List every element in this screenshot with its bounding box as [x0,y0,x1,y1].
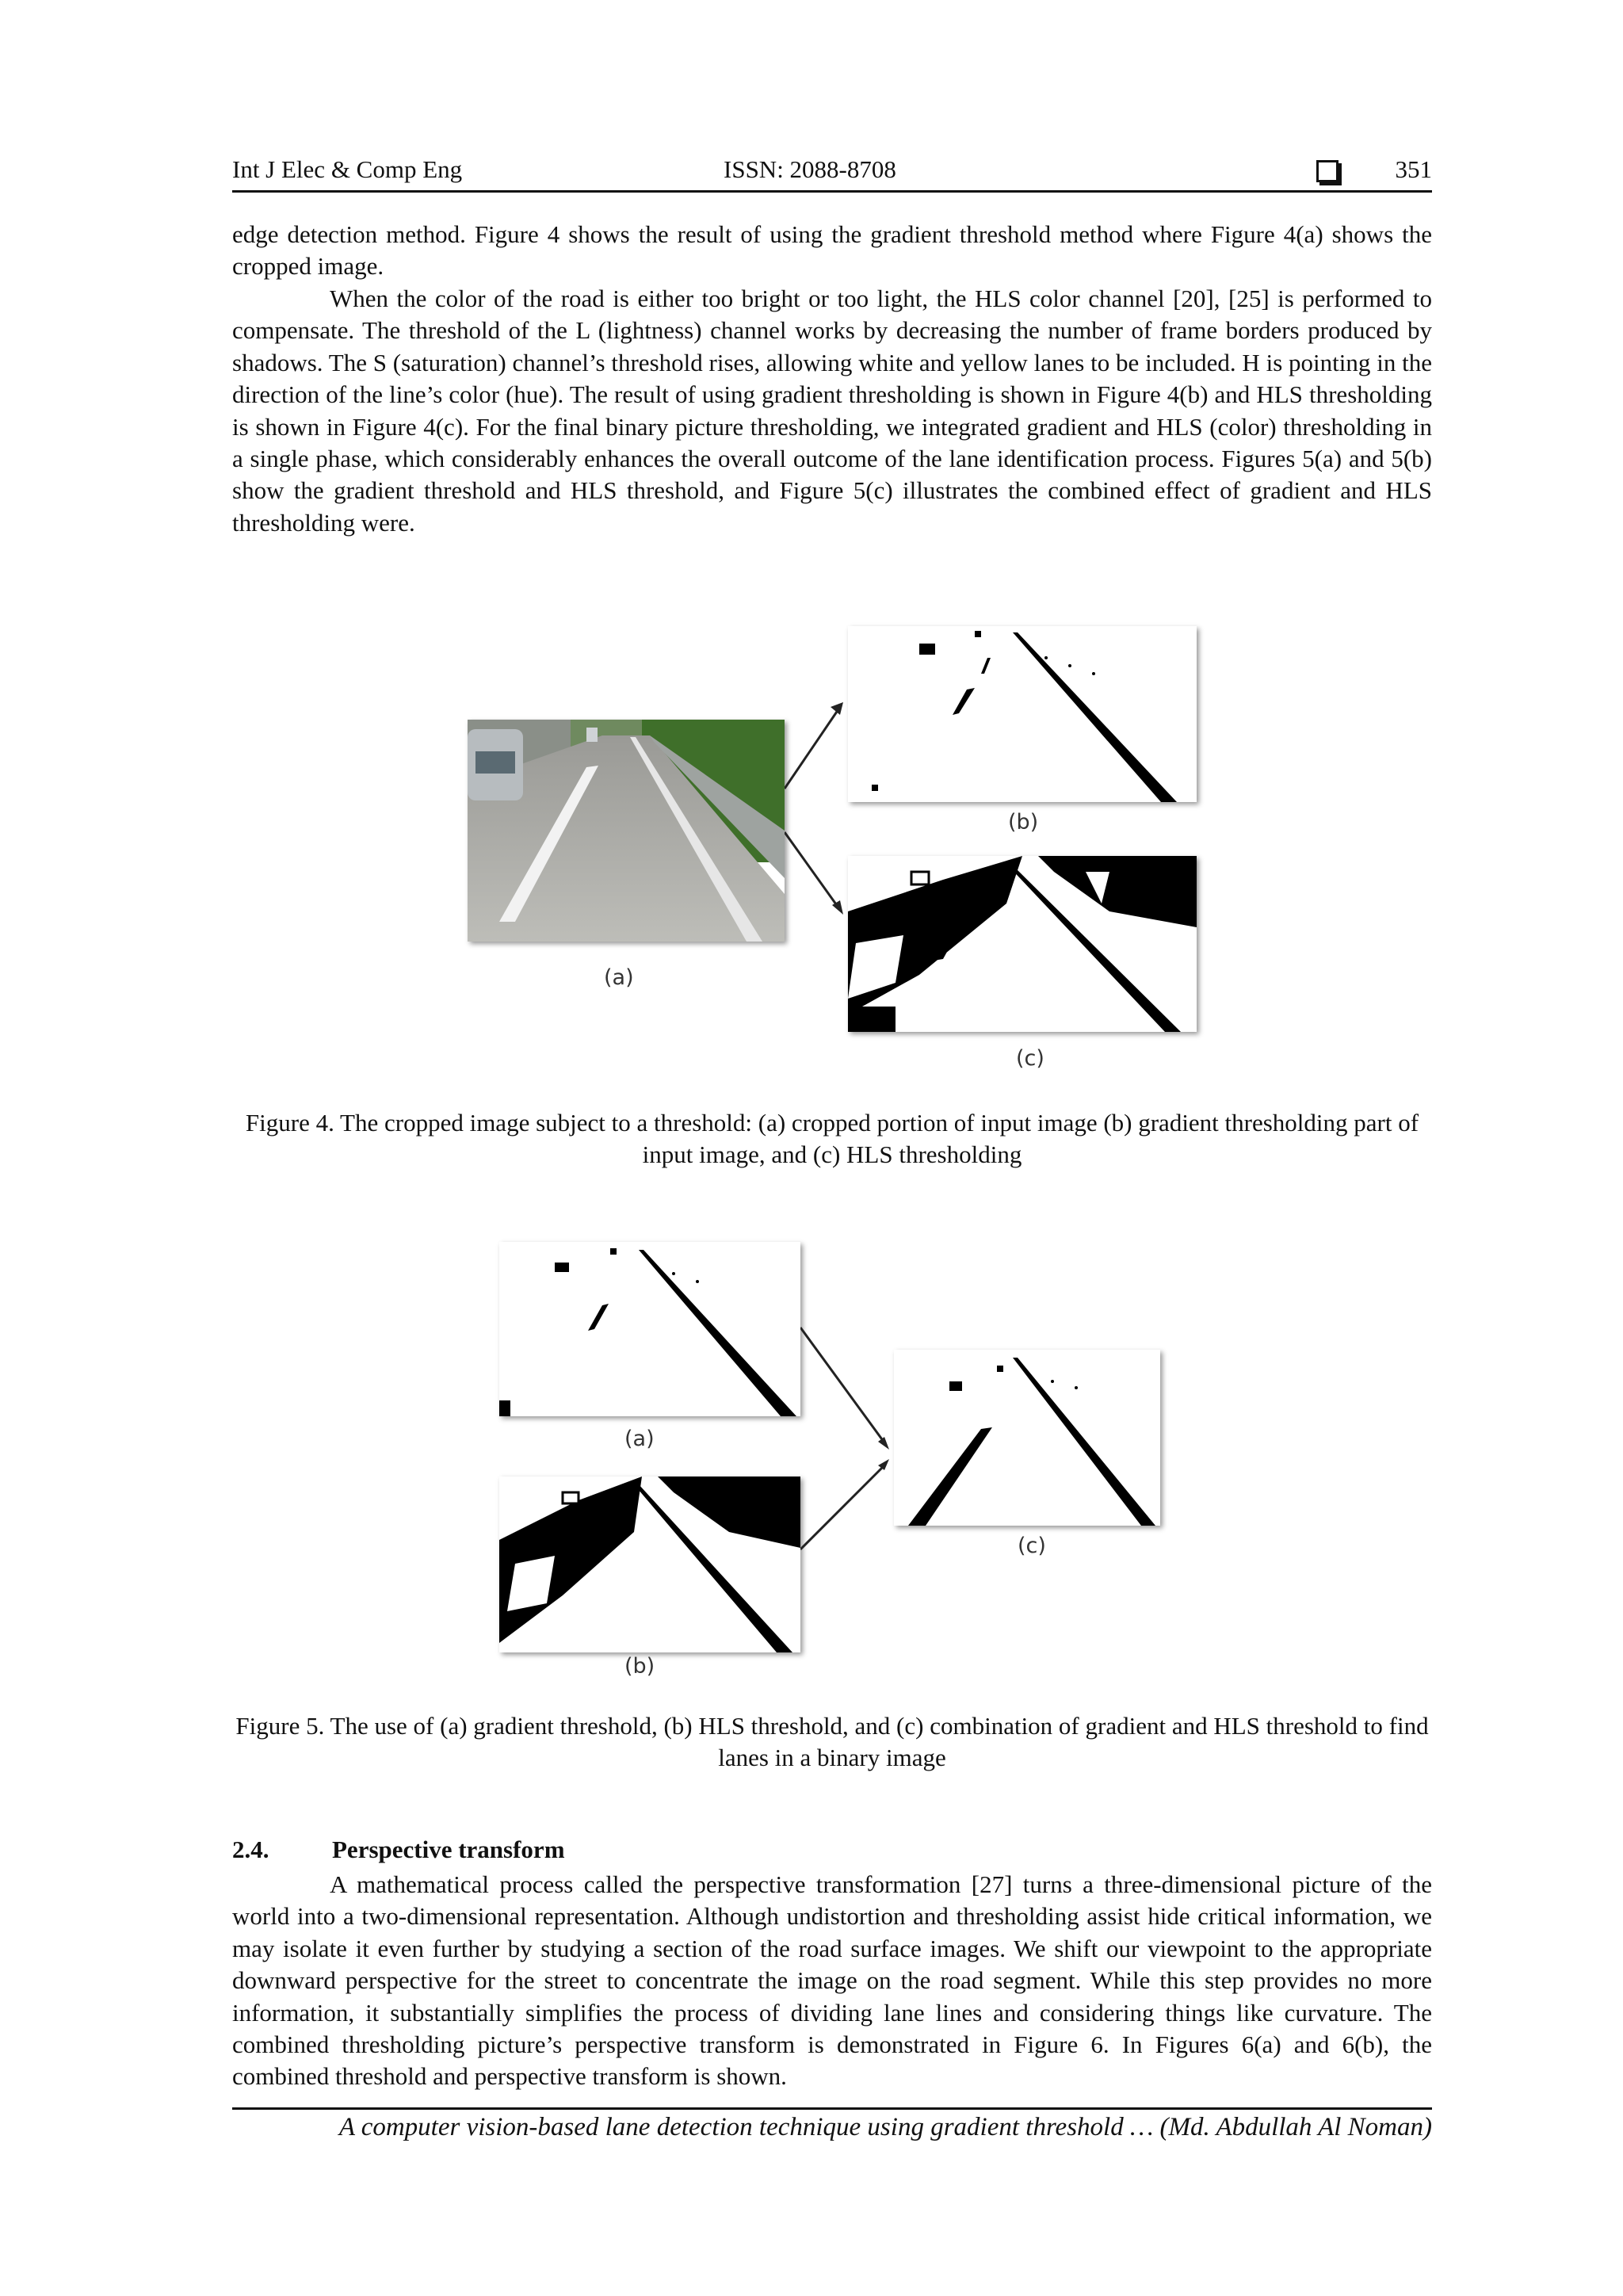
figure-4b-label: (b) [1008,810,1039,835]
journal-name: Int J Elec & Comp Eng [232,155,463,183]
figure-5c-combined-image [894,1350,1160,1526]
running-header [232,155,1432,193]
figure-5-caption: Figure 5. The use of (a) gradient threshold, (b) HLS threshold, and (c) combination of gradient and HLS threshold to find lanes in a binary image [235,1712,1429,1771]
running-footer: A computer vision-based lane detection technique using gradient threshold … (Md. Abdullah Al Noman) [232,2107,1432,2142]
figure-5 [491,1232,1173,1684]
section-paragraph: A mathematical process called the perspective transformation [27] turns a three-dimensional picture of the world into a two-dimensional representation. Although undistortion and thresholding assist hide critical information, we may isolate it even further by studying a section of the road surface images. We shift our viewpoint to the appropriate downward perspective for the street to concentrate the image on the road segment. While this step provides no more information, it substantially simplifies the process of dividing lane lines and considering things like curvature. The combined thresholding picture’s perspective transform is demonstrated in Figure 6. In Figures 6(a) and 6(b), the combined threshold and perspective transform is shown. [232,1870,1432,2091]
figure-5b-hls-image [499,1477,800,1652]
figure-5c-label: (c) [1018,1534,1046,1558]
section-title: Perspective transform [332,1836,565,1863]
section-number: 2.4. [232,1836,269,1863]
figure-4-arrows [785,697,848,999]
figure-4c-hls-image [848,856,1197,1032]
figure-4a-label: (a) [604,965,634,990]
figure-5a-gradient-image [499,1242,800,1416]
figure-4a-road-photo [468,720,785,942]
figure-5-arrows [800,1312,896,1581]
figure-5a-label: (a) [624,1427,655,1451]
issn: ISSN: 2088-8708 [724,155,896,183]
paragraph-2: When the color of the road is either too bright or too light, the HLS color channel [20], [25] is performed to compensate. The threshold of the L (lightness) channel works by decreasing the number of frame borders produced by shadows. The S (saturation) channel’s threshold rises, allowing white and yellow lanes to be included. H is pointing in the direction of the line’s color (hue). The result of using gradient thresholding is shown in Figure 4(b) and HLS thresholding is shown in Figure 4(c). For the final binary picture thresholding, we integrated gradient and HLS (color) thresholding in a single phase, which considerably enhances the overall outcome of the lane identification process. Figures 5(a) and 5(b) show the gradient threshold and HLS threshold, and Figure 5(c) illustrates the combined effect of gradient and HLS thresholding were. [232,285,1432,537]
paragraph-1: edge detection method. Figure 4 shows the result of using the gradient threshold method where Figure 4(a) shows the cropped image. [232,220,1432,281]
checkbox-icon [1316,160,1338,182]
section-heading [232,1836,565,1864]
page-number: 351 [1395,155,1432,183]
figure-5b-label: (b) [624,1654,655,1679]
figure-4b-gradient-image [848,626,1197,802]
figure-4c-label: (c) [1016,1046,1044,1071]
figure-4 [460,618,1205,1078]
figure-4-caption: Figure 4. The cropped image subject to a threshold: (a) cropped portion of input image (b) gradient thresholding part of input image, and (c) HLS thresholding [245,1109,1419,1168]
